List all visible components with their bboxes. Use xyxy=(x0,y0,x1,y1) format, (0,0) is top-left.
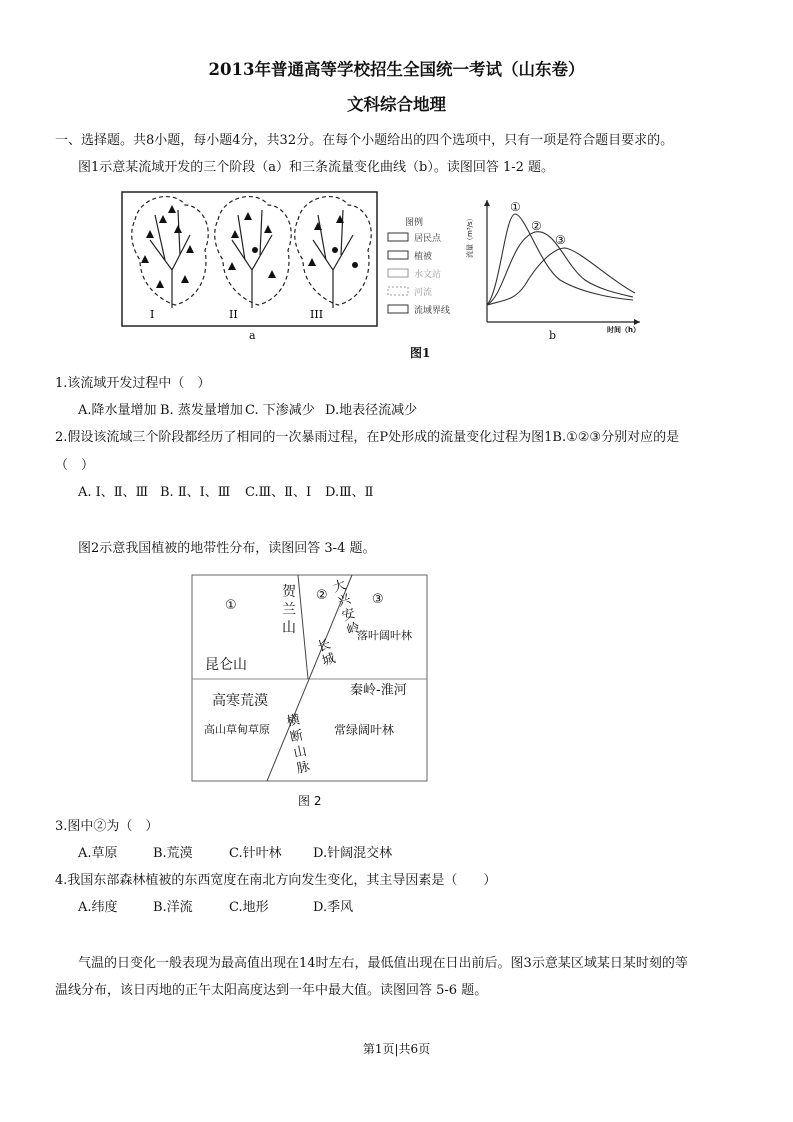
option-c[interactable]: C.针叶林 xyxy=(229,846,282,861)
figure2-intro: 图2示意我国植被的地带性分布，读图回答 3-4 题。 xyxy=(78,541,376,556)
x-axis-label: 时间（h） xyxy=(607,326,640,334)
legend-title: 图例 xyxy=(405,218,424,228)
option-a[interactable]: A.草原 xyxy=(78,846,118,861)
paragraph-line-2: 温线分布，该日丙地的正午太阳高度达到一年中最大值。读图回答 5-6 题。 xyxy=(55,983,488,998)
figure1-intro: 图1示意某流域开发的三个阶段（a）和三条流量变化曲线（b）。读图回答 1-2 题。 xyxy=(78,160,555,175)
stage-label-2: II xyxy=(229,308,238,321)
figure2-caption: 图 2 xyxy=(298,794,322,808)
curve-label-3: ③ xyxy=(555,233,566,247)
option-d[interactable]: D.Ⅲ、Ⅱ xyxy=(325,485,374,500)
label-luoye: 落叶阔叶林 xyxy=(357,629,412,642)
region-2: ② xyxy=(316,588,328,603)
question-3: 3.图中②为（ ） xyxy=(55,819,159,834)
option-a[interactable]: A. Ⅰ、Ⅱ、Ⅲ xyxy=(78,485,149,500)
question-4: 4.我国东部森林植被的东西宽度在南北方向发生变化，其主导因素是（ ） xyxy=(55,873,497,888)
label-helan: 贺兰山 xyxy=(282,584,296,636)
curve-label-1: ① xyxy=(510,200,521,214)
svg-text:水文站: 水文站 xyxy=(414,270,442,280)
svg-text:植被: 植被 xyxy=(414,252,433,262)
question-3-options xyxy=(78,846,392,862)
option-c[interactable]: C.Ⅲ、Ⅱ、Ⅰ xyxy=(245,485,312,500)
option-d[interactable]: D.季风 xyxy=(313,900,354,915)
label-hengduan: 横断山脉 xyxy=(285,712,312,777)
question-4-options xyxy=(78,900,353,916)
panel-b-label: b xyxy=(549,329,557,342)
option-b[interactable]: B. Ⅱ、Ⅰ、Ⅲ xyxy=(160,485,231,500)
curve-label-2: ② xyxy=(531,219,542,233)
option-b[interactable]: B. 蒸发量增加 xyxy=(160,403,243,418)
region-1: ① xyxy=(225,598,237,613)
question-2: 2.假设该流域三个阶段都经历了相同的一次暴雨过程，在P处形成的流量变化过程为图1B.①②③分别对应的是 xyxy=(55,430,680,445)
label-kunlun: 昆仑山 xyxy=(205,657,247,673)
option-a[interactable]: A.降水量增加 xyxy=(78,403,157,418)
option-c[interactable]: C. 下渗减少 xyxy=(245,403,315,418)
svg-text:居民点: 居民点 xyxy=(414,234,442,244)
stage-label-1: I xyxy=(150,308,155,321)
label-changlv: 常绿阔叶林 xyxy=(334,723,395,737)
question-1: 1.该流域开发过程中（ ） xyxy=(55,376,211,391)
question-2-cont: （ ） xyxy=(55,458,95,473)
y-axis-label: 流量（m³/s） xyxy=(466,214,474,258)
label-changcheng: 长城 xyxy=(315,636,338,670)
label-gaoshan: 高山草甸草原 xyxy=(204,723,270,736)
svg-text:流域界线: 流域界线 xyxy=(414,306,451,316)
option-d[interactable]: D.针阔混交林 xyxy=(313,846,393,861)
section-instructions: 一、选择题。共8小题，每小题4分，共32分。在每个小题给出的四个选项中，只有一项是符合题目要求的。 xyxy=(55,133,674,148)
page-title: 2013年普通高等学校招生全国统一考试（山东卷） xyxy=(208,60,585,79)
label-gaohan: 高寒荒漠 xyxy=(212,693,268,709)
region-3: ③ xyxy=(372,592,384,607)
figure1-caption: 图1 xyxy=(410,346,431,360)
option-c[interactable]: C.地形 xyxy=(229,900,269,915)
option-d[interactable]: D.地表径流减少 xyxy=(325,403,418,418)
svg-text:河流: 河流 xyxy=(414,288,433,298)
stage-label-3: III xyxy=(310,308,324,321)
page-subtitle: 文科综合地理 xyxy=(347,95,446,114)
label-qinling: 秦岭-淮河 xyxy=(350,683,407,698)
label-daxinganling: 大兴安岭 xyxy=(331,577,362,639)
paragraph-line-1: 气温的日变化一般表现为最高值出现在14时左右，最低值出现在日出前后。图3示意某区域某日某时刻的等 xyxy=(78,956,688,971)
option-b[interactable]: B.荒漠 xyxy=(153,846,193,861)
page-footer: 第1页|共6页 xyxy=(362,1042,431,1056)
panel-a-label: a xyxy=(249,329,256,342)
option-b[interactable]: B.洋流 xyxy=(153,900,193,915)
option-a[interactable]: A.纬度 xyxy=(78,900,118,915)
